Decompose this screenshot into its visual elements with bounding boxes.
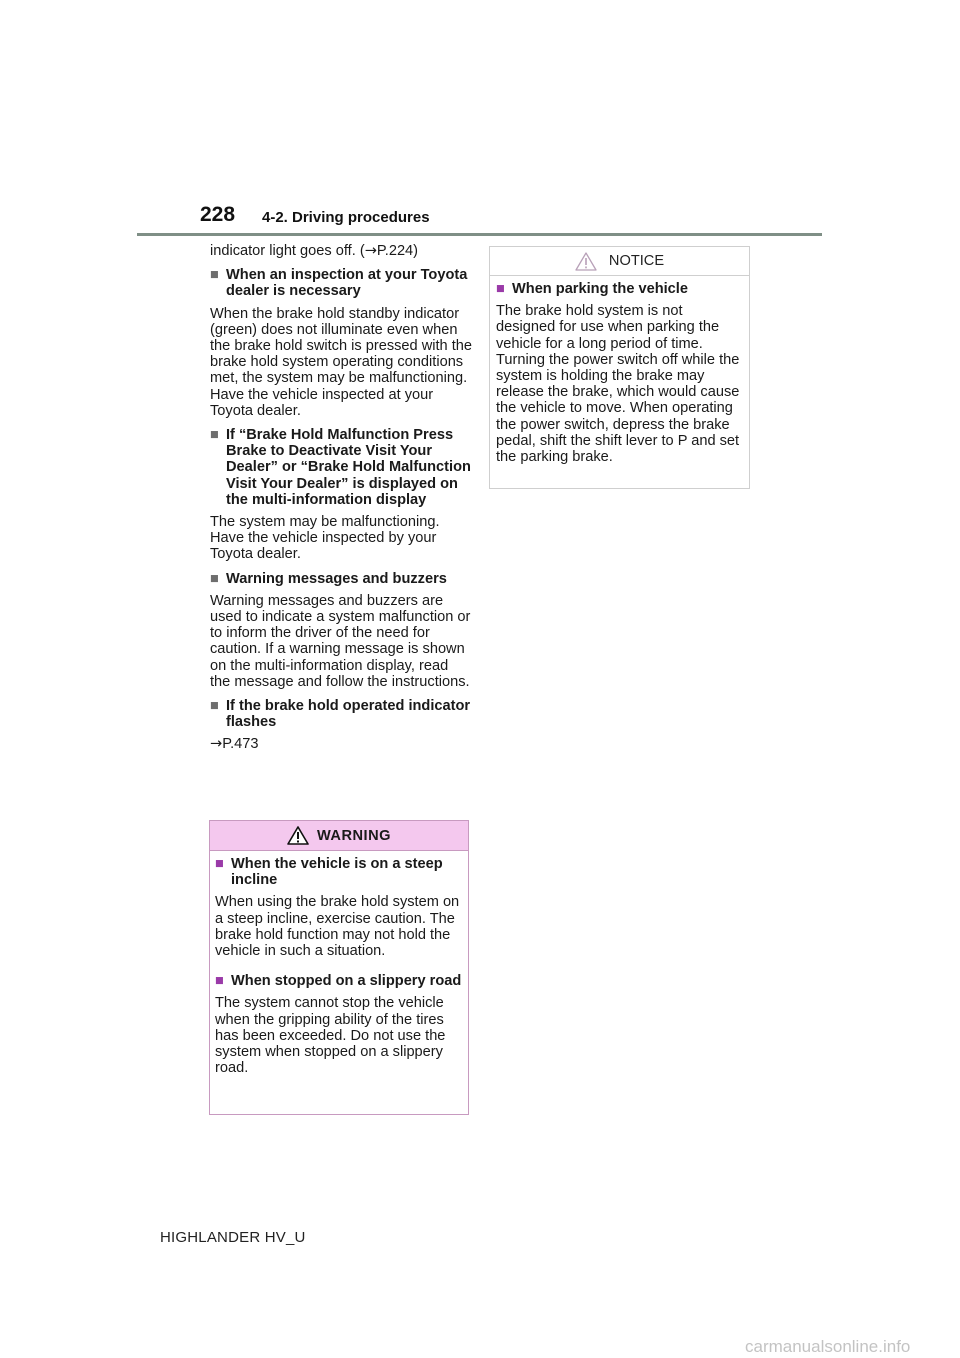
notice-header: [490, 247, 749, 276]
notice-title: NOTICE: [608, 253, 665, 269]
paragraph-indicator-ref: [210, 736, 472, 752]
paragraph-continued: indicator light goes off. (→P.224): [210, 242, 419, 259]
warning-title: WARNING: [316, 827, 392, 844]
notice-triangle-icon: [575, 252, 597, 271]
square-bullet-icon: ■: [210, 698, 219, 715]
square-bullet-icon: ■: [496, 281, 505, 297]
notice-subheading-parking: ■ When parking the vehicle: [496, 281, 688, 297]
left-column: [210, 243, 472, 761]
square-bullet-icon: ■: [210, 427, 219, 444]
reference-arrow-icon: →: [364, 242, 377, 259]
notice-box: [489, 246, 750, 489]
square-bullet-icon: ■: [215, 856, 224, 872]
subheading-malfunction-message: ■ If “Brake Hold Malfunction Press Brake to Deactivate Visit Your Dealer” or “Brake Hold Malfunction Visit Your Dealer” is displayed on the multi-information display: [210, 427, 471, 508]
subheading-inspection: ■ When an inspection at your Toyota dealer is necessary: [210, 267, 468, 300]
section-title: 4-2. Driving procedures: [262, 209, 430, 226]
warning-body: [210, 851, 468, 1076]
page-reference-link[interactable]: P.224): [376, 243, 419, 259]
warning-paragraph-incline: When using the brake hold system on a steep incline, exercise caution. The brake hold function may not hold the vehicle in such a situation.: [215, 894, 460, 960]
square-bullet-icon: ■: [215, 973, 224, 990]
footer-watermark: carmanualsonline.info: [745, 1337, 911, 1356]
page-header: [0, 0, 960, 240]
warning-box: [209, 820, 469, 1115]
warning-triangle-icon: [287, 826, 309, 845]
notice-body: [490, 276, 749, 465]
paragraph-warning-messages: Warning messages and buzzers are used to indicate a system malfunction or to inform the driver of the need for caution. If a warning message is shown on the multi-information display, read the message and follow the instructions.: [210, 592, 471, 690]
paragraph-inspection: When the brake hold standby indicator (green) does not illuminate even when the brake hold switch is pressed with the brake hold system operating conditions met, the system may be malfunctioning. Have the vehicle inspected at your Toyota dealer.: [210, 305, 473, 419]
subheading-indicator-flashes: ■ If the brake hold operated indicator flashes: [210, 698, 471, 731]
reference-arrow-icon: →: [210, 735, 223, 753]
subheading-warning-messages: ■ Warning messages and buzzers: [210, 570, 447, 587]
warning-paragraph-slippery: The system cannot stop the vehicle when the gripping ability of the tires has been exceeded. Do not use the system when stopped on a slippery road.: [215, 995, 446, 1077]
header-divider: [137, 233, 822, 236]
warning-subheading-incline: ■ When the vehicle is on a steep incline: [215, 856, 443, 889]
warning-header: [210, 821, 468, 851]
footer-model-name: HIGHLANDER HV_U: [160, 1229, 306, 1246]
square-bullet-icon: ■: [210, 570, 219, 587]
warning-subheading-slippery: ■ When stopped on a slippery road: [215, 973, 462, 990]
page-reference-link[interactable]: P.473: [222, 736, 259, 753]
page-number: 228: [200, 203, 236, 226]
square-bullet-icon: ■: [210, 267, 219, 284]
paragraph-malfunction: The system may be malfunctioning. Have the vehicle inspected by your Toyota dealer.: [210, 514, 440, 563]
notice-paragraph-parking: The brake hold system is not designed for use when parking the vehicle for a long period of time. Turning the power switch off while the system is holding the brake may release the brake, which would cause the vehicle to move. When operating the power switch, depress the brake pedal, shift the shift lever to P and set the parking brake.: [496, 303, 740, 466]
